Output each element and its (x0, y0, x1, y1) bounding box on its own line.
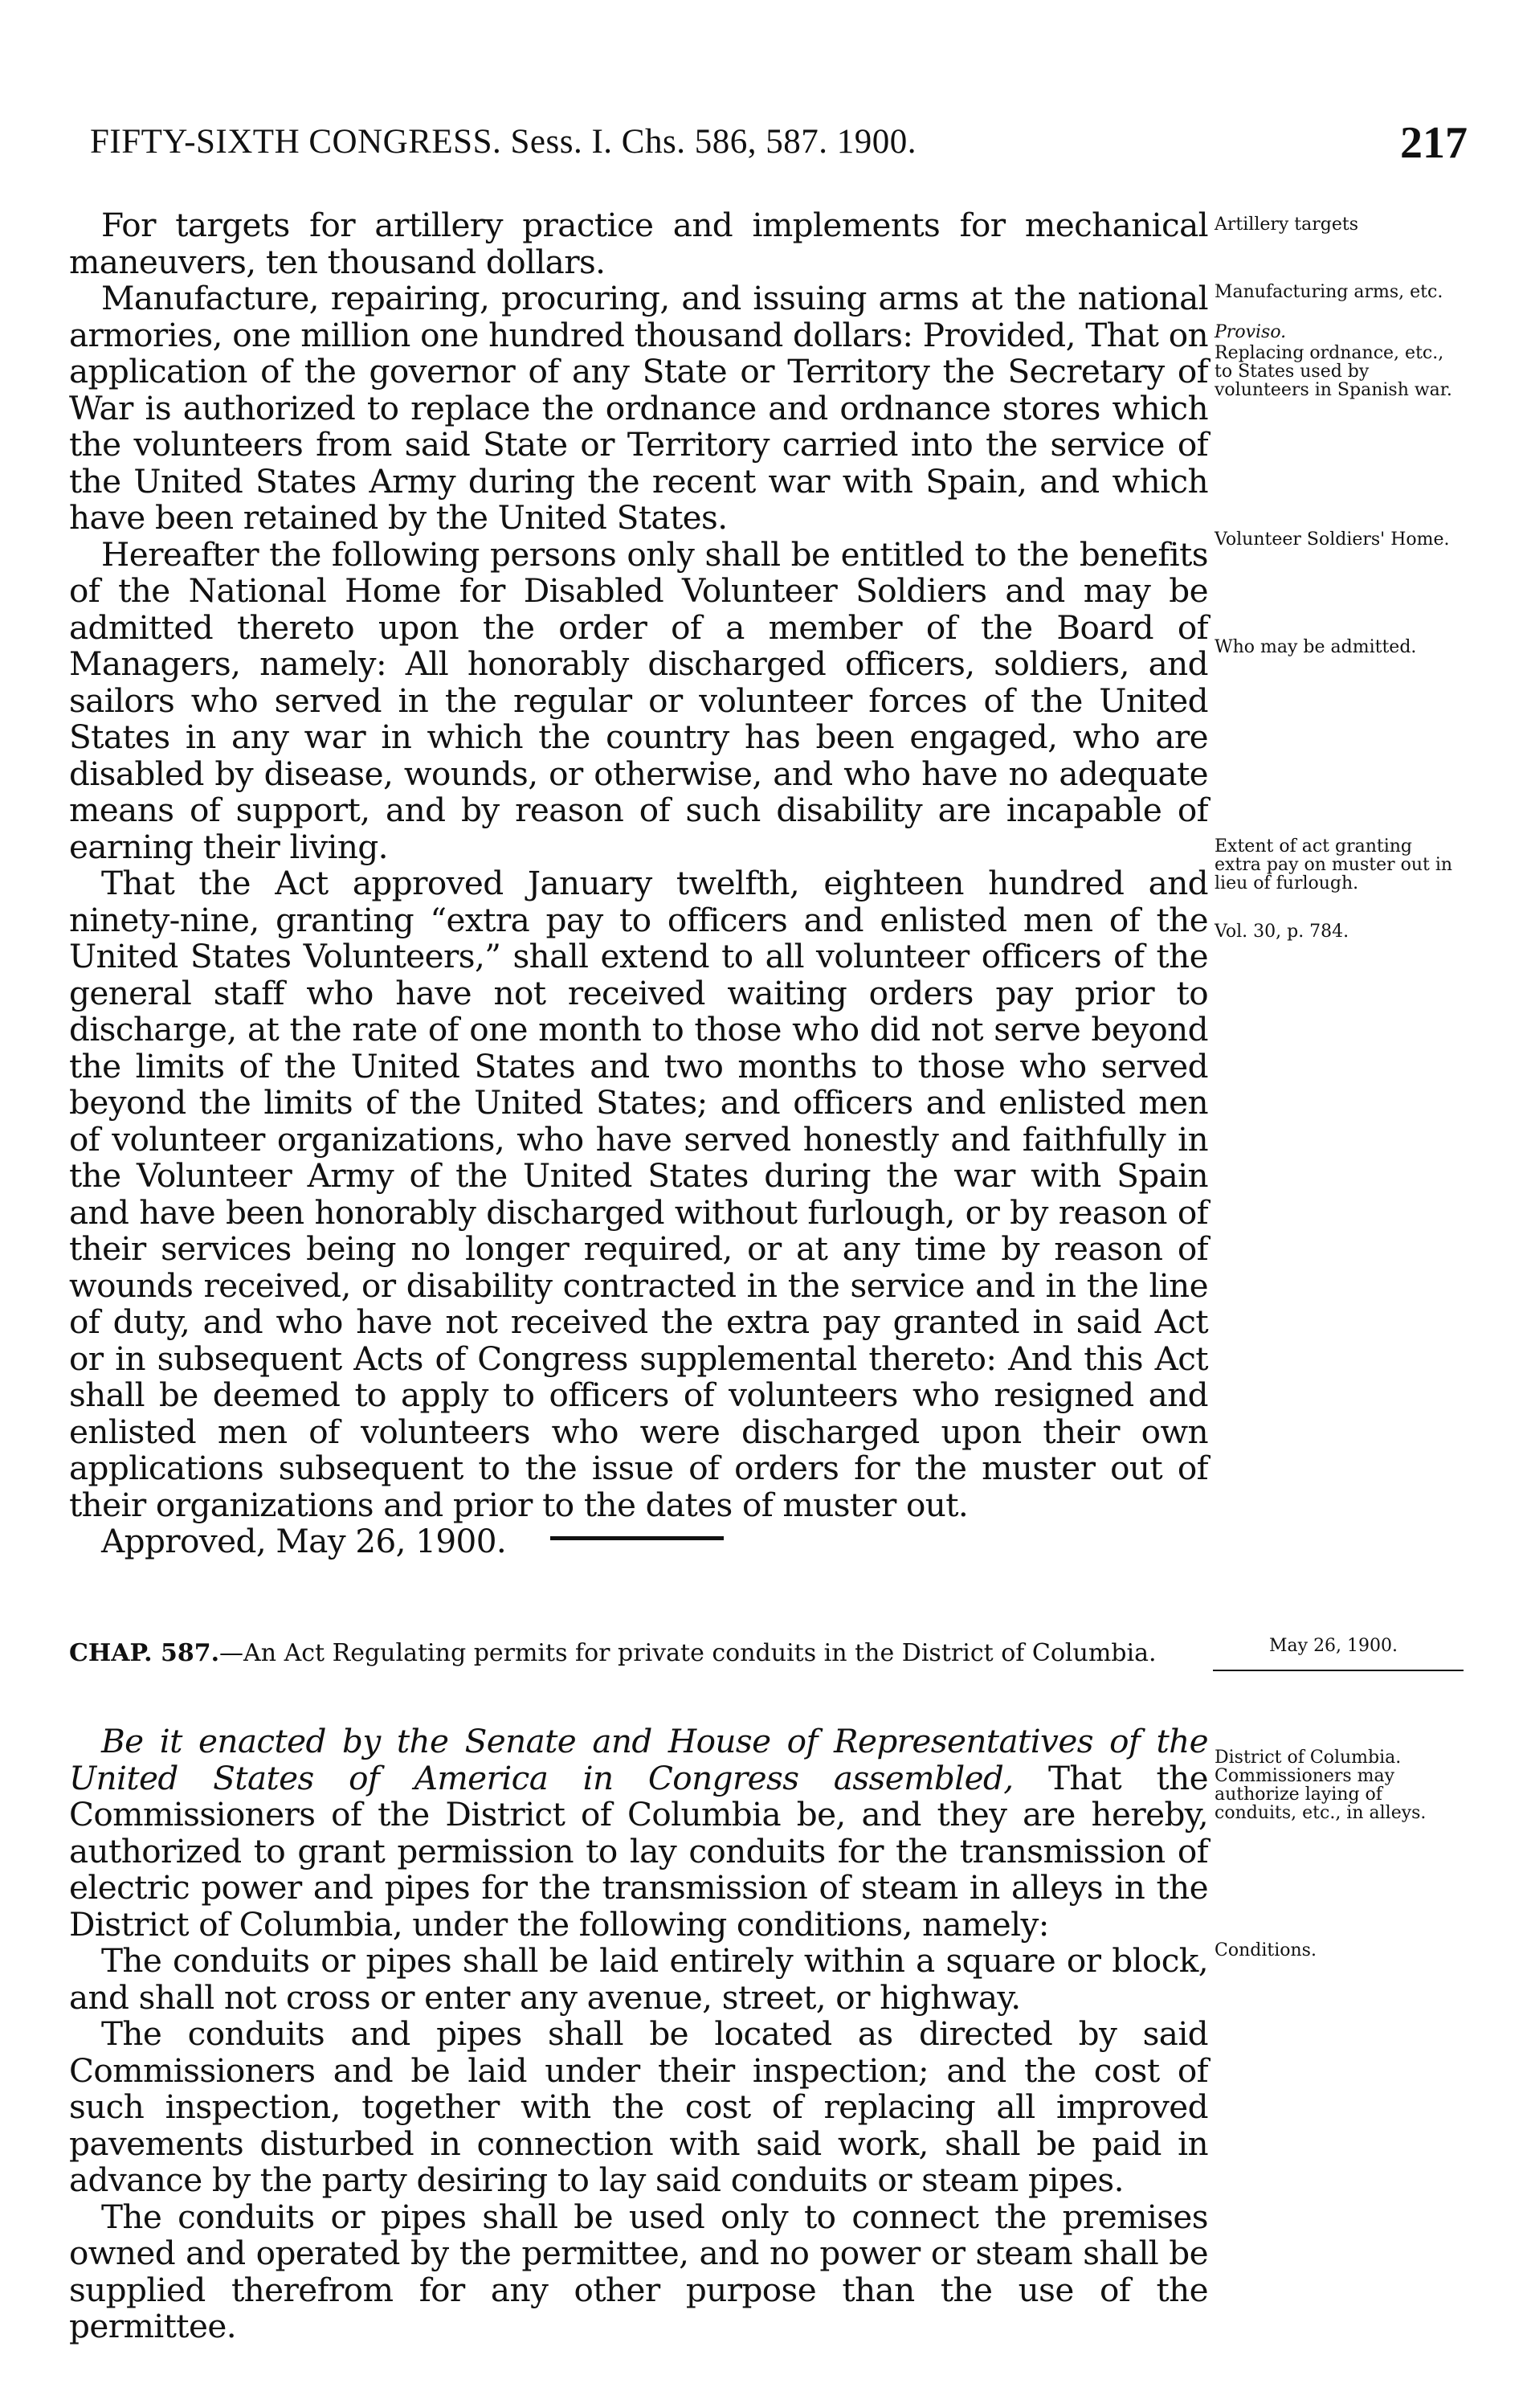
paragraph-manufacture: Manufacture, repairing, procuring, and issuing arms at the national armories, one million one hundred thousand dollars: Provided, That on application of the governor of any State or Territory the Secretary of War is authorized to replace the ordnance and ordnance stores which the volunteers from said State or Territory carried into the service of the United States Army during the recent war with Spain, and which have been retained by the United States. (69, 279, 1208, 537)
margin-note-dc: District of Columbia. Commissioners may authorize laying of conduits, etc., in alleys. (1215, 1748, 1427, 1823)
paragraph-artillery: For targets for artillery practice and implements for mechanical maneuvers, ten thousand dollars. (69, 206, 1208, 281)
chapter-586-body (69, 207, 1208, 1560)
chapter-title: —An Act Regulating permits for private conduits in the District of Columbia. (219, 1639, 1157, 1667)
chapter-587-body (69, 1723, 1208, 2345)
margin-note-artillery: Artillery targets (1215, 215, 1359, 235)
margin-note-who-admitted: Who may be admitted. (1215, 637, 1417, 657)
enacting-clause: Be it enacted by the Senate and House of Representatives of the United States of America in Congress assembled, (69, 1722, 1208, 1797)
paragraph-extra-pay: That the Act approved January twelfth, eighteen hundred and ninety-nine, granting “extra pay to officers and enlisted men of the United States Volunteers,” shall extend to all volunteer officers of the general staff who have not received waiting orders pay prior to discharge, at the rate of one month to those who did not serve beyond the limits of the United States and two months to those who served beyond the limits of the United States; and officers and enlisted men of volunteer organizations, who have served honestly and faithfully in the Volunteer Army of the United States during the war with Spain and have been honorably discharged without furlough, or by reason of their services being no longer required, or at any time by reason of wounds received, or disability contracted in the service and in the line of duty, and who have not received the extra pay granted in said Act or in subsequent Acts of Congress supplemental thereto: And this Act shall be deemed to apply to officers of volunteers who resigned and enlisted men of volunteers who were discharged upon their own applications subsequent to the issue of orders for the muster out of their organizations and prior to the dates of muster out. (69, 864, 1208, 1524)
paragraph-conditions-block: The conduits or pipes shall be laid entirely within a square or block, and shall not cross or enter any avenue, street, or highway. (69, 1941, 1208, 2017)
margin-note-home: Volunteer Soldiers' Home. (1215, 529, 1450, 550)
paragraph-conditions-use: The conduits or pipes shall be used only to connect the premises owned and operated by the permittee, and no power or steam shall be supplied therefrom for any other purpose than the use of the permittee. (69, 2197, 1208, 2345)
margin-note-vol: Vol. 30, p. 784. (1215, 922, 1349, 942)
date-underline (1213, 1670, 1464, 1671)
chapter-label: CHAP. 587. (69, 1639, 220, 1667)
margin-note-extent: Extent of act granting extra pay on muster out in lieu of furlough. (1215, 836, 1453, 893)
margin-note-replacing: Replacing ordnance, etc., to States used by volunteers in Spanish war. (1215, 343, 1452, 400)
paragraph-enacting (69, 1723, 1208, 1943)
page-header (90, 118, 1468, 178)
margin-note-proviso: Proviso. (1215, 322, 1287, 342)
margin-note-manufacturing: Manufacturing arms, etc. (1215, 282, 1443, 302)
approval-line: Approved, May 26, 1900. (101, 1522, 507, 1560)
enacting-text: That the Commissioners of the District of Columbia be, and they are hereby, authorized to grant permission to lay conduits for the transmission of electric power and pipes for the transmission of steam in alleys in the District of Columbia, under the following conditions, namely: (69, 1758, 1209, 1944)
paragraph-soldiers-home: Hereafter the following persons only shall be entitled to the benefits of the National Home for Disabled Volunteer Soldiers and may be admitted thereto upon the order of a member of the Board of Managers, namely: All honorably discharged officers, soldiers, and sailors who served in the regular or volunteer forces of the United States in any war in which the country has been engaged, who are disabled by disease, wounds, or otherwise, and who have no adequate means of support, and by reason of such disability are incapable of earning their living. (69, 534, 1208, 866)
page-number: 217 (1400, 118, 1468, 168)
chapter-587-heading (69, 1639, 1208, 1668)
section-divider (550, 1536, 724, 1540)
running-head: FIFTY-SIXTH CONGRESS. Sess. I. Chs. 586, 587. 1900. (90, 123, 917, 161)
margin-note-conditions: Conditions. (1215, 1940, 1317, 1960)
paragraph-conditions-inspection: The conduits and pipes shall be located as directed by said Commissioners and be laid under their inspection; and the cost of such inspection, together with the cost of replacing all improved pavements disturbed in connection with said work, shall be paid in advance by the party desiring to lay said conduits or steam pipes. (69, 2014, 1208, 2199)
margin-note-date: May 26, 1900. (1269, 1636, 1398, 1656)
